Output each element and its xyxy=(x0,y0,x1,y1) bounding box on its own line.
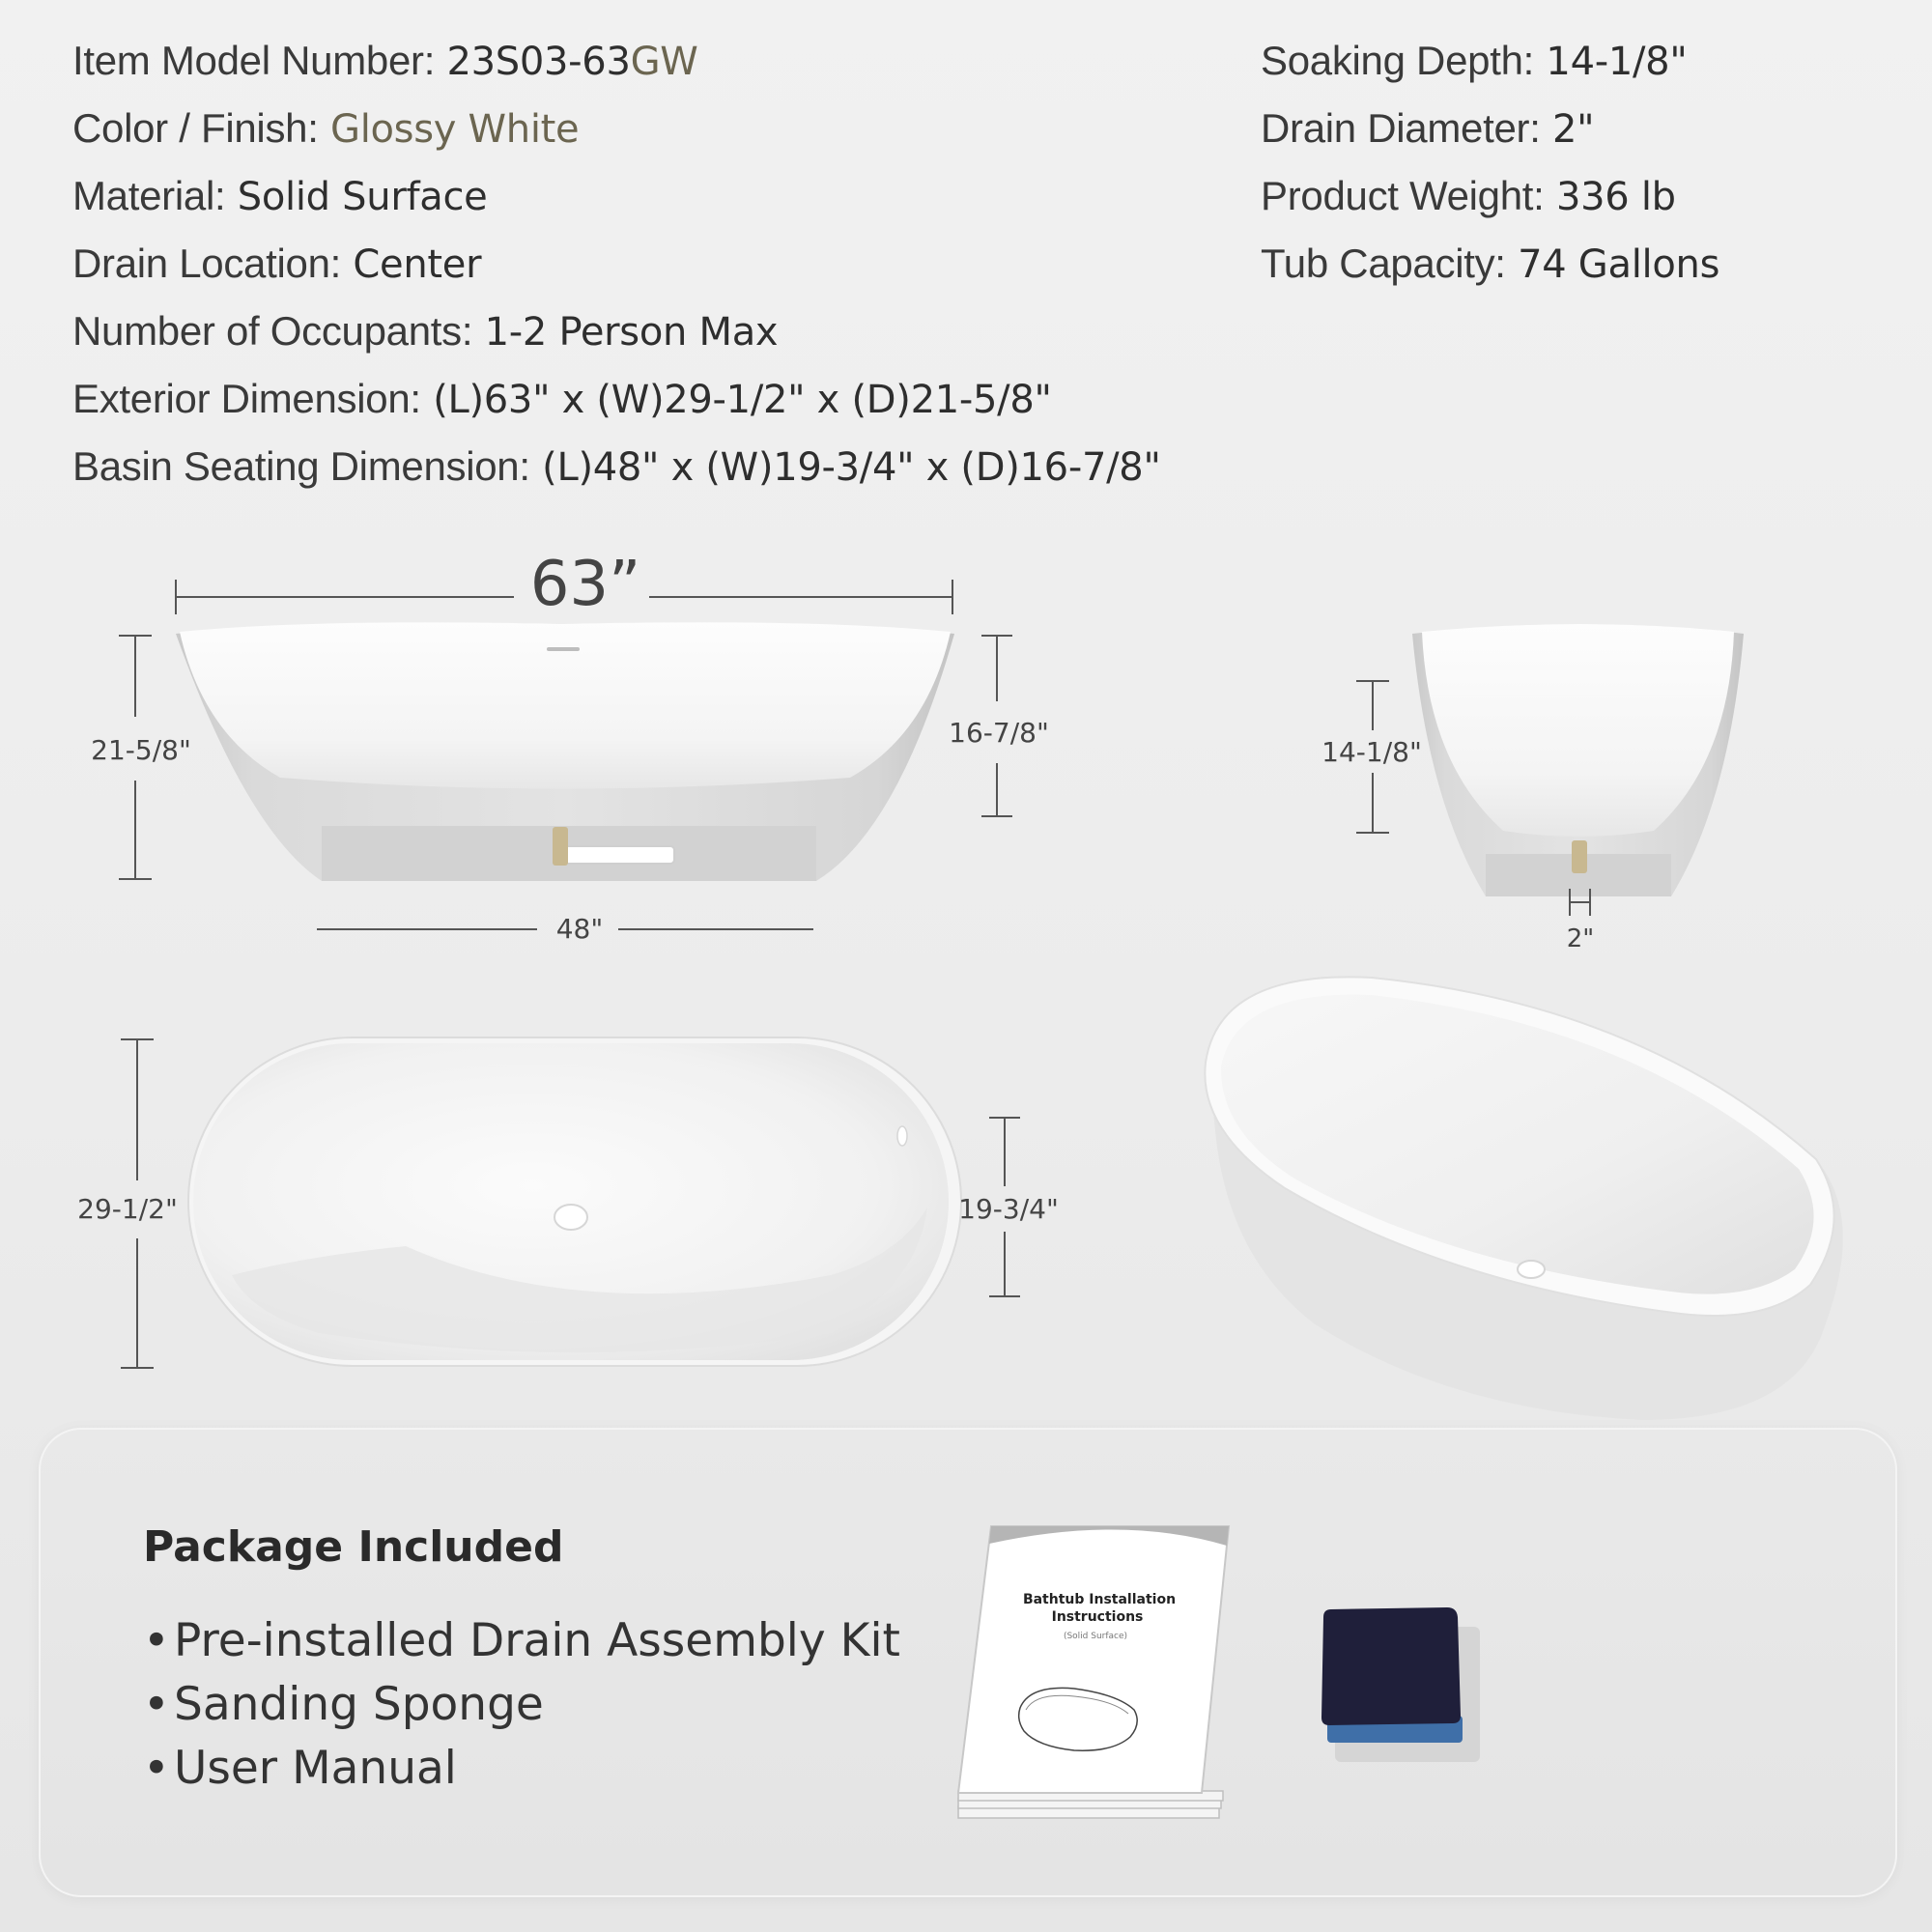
sanding-sponge-illustration xyxy=(1316,1604,1490,1768)
manual-pages xyxy=(958,1791,1223,1818)
dimension-top-basin-width-label: 19-3/4" xyxy=(958,1193,1059,1225)
package-item xyxy=(143,1609,900,1673)
package-item-label: Pre-installed Drain Assembly Kit xyxy=(174,1614,900,1667)
dimension-side-basin-length-label: 48" xyxy=(555,913,604,945)
spec-value: Center xyxy=(353,242,482,287)
spec-value: 2" xyxy=(1552,107,1595,152)
dimension-side-length-label: 63” xyxy=(529,549,641,620)
spec-value: (L)48" x (W)19-3/4" x (D)16-7/8" xyxy=(542,445,1161,490)
package-item xyxy=(143,1737,900,1801)
manual-title-line1: Bathtub Installation xyxy=(1022,1592,1177,1607)
spec-label: Drain Location: xyxy=(72,241,341,286)
dimension-side-height-label: 21-5/8" xyxy=(91,734,191,766)
spec-value: 23S03-63 xyxy=(446,40,631,84)
package-item-label: Sanding Sponge xyxy=(174,1678,544,1731)
dimension-end-drain-diameter-label: 2" xyxy=(1566,924,1595,953)
drain-fitting-icon xyxy=(553,827,568,866)
tub-top-view xyxy=(188,1037,961,1366)
tub-side-view xyxy=(176,622,954,881)
spec-label: Color / Finish: xyxy=(72,105,319,151)
drain-icon xyxy=(554,1205,587,1230)
spec-value-accent: GW xyxy=(630,40,698,84)
tub-overflow-slot xyxy=(547,647,580,651)
spec-label: Exterior Dimension: xyxy=(72,376,421,421)
bullet-icon: • xyxy=(143,1742,170,1795)
spec-value: (L)63" x (W)29-1/2" x (D)21-5/8" xyxy=(433,378,1052,422)
dimension-top-width-label: 29-1/2" xyxy=(77,1193,178,1225)
package-item-label: User Manual xyxy=(174,1742,457,1795)
drain-icon xyxy=(1518,1261,1545,1278)
drain-pipe-icon xyxy=(558,846,674,864)
spec-label: Tub Capacity: xyxy=(1261,241,1506,286)
package-included-panel xyxy=(39,1428,1897,1897)
overflow-icon xyxy=(897,1126,907,1146)
bullet-icon: • xyxy=(143,1614,170,1667)
spec-value: Solid Surface xyxy=(237,175,488,219)
spec-label: Drain Diameter: xyxy=(1261,105,1541,151)
tub-perspective-view xyxy=(1205,977,1842,1420)
dimension-end-soaking-depth-label: 14-1/8" xyxy=(1321,736,1422,768)
spec-value: 1-2 Person Max xyxy=(484,310,779,355)
manual-subtitle: (Solid Surface) xyxy=(1063,1632,1128,1641)
spec-label: Basin Seating Dimension: xyxy=(72,443,530,489)
package-item-list xyxy=(143,1609,900,1801)
spec-label: Number of Occupants: xyxy=(72,308,473,354)
spec-value-accent: Glossy White xyxy=(330,107,580,152)
spec-label: Product Weight: xyxy=(1261,173,1545,218)
sponge-body xyxy=(1321,1607,1461,1725)
spec-value: 14-1/8" xyxy=(1546,40,1688,84)
spec-label: Soaking Depth: xyxy=(1261,38,1534,83)
package-title: Package Included xyxy=(143,1522,564,1572)
drain-fitting-icon xyxy=(1572,840,1587,873)
tub-end-view xyxy=(1412,624,1744,896)
dimension-side-inner-depth-label: 16-7/8" xyxy=(949,717,1049,749)
manual-cover xyxy=(958,1526,1229,1793)
spec-label: Material: xyxy=(72,173,226,218)
spec-label: Item Model Number: xyxy=(72,38,436,83)
manual-title-line2: Instructions xyxy=(1051,1609,1144,1625)
spec-value: 336 lb xyxy=(1555,175,1676,219)
spec-value: 74 Gallons xyxy=(1518,242,1720,287)
bullet-icon: • xyxy=(143,1678,170,1731)
package-item xyxy=(143,1673,900,1737)
user-manual-illustration xyxy=(949,1517,1267,1835)
